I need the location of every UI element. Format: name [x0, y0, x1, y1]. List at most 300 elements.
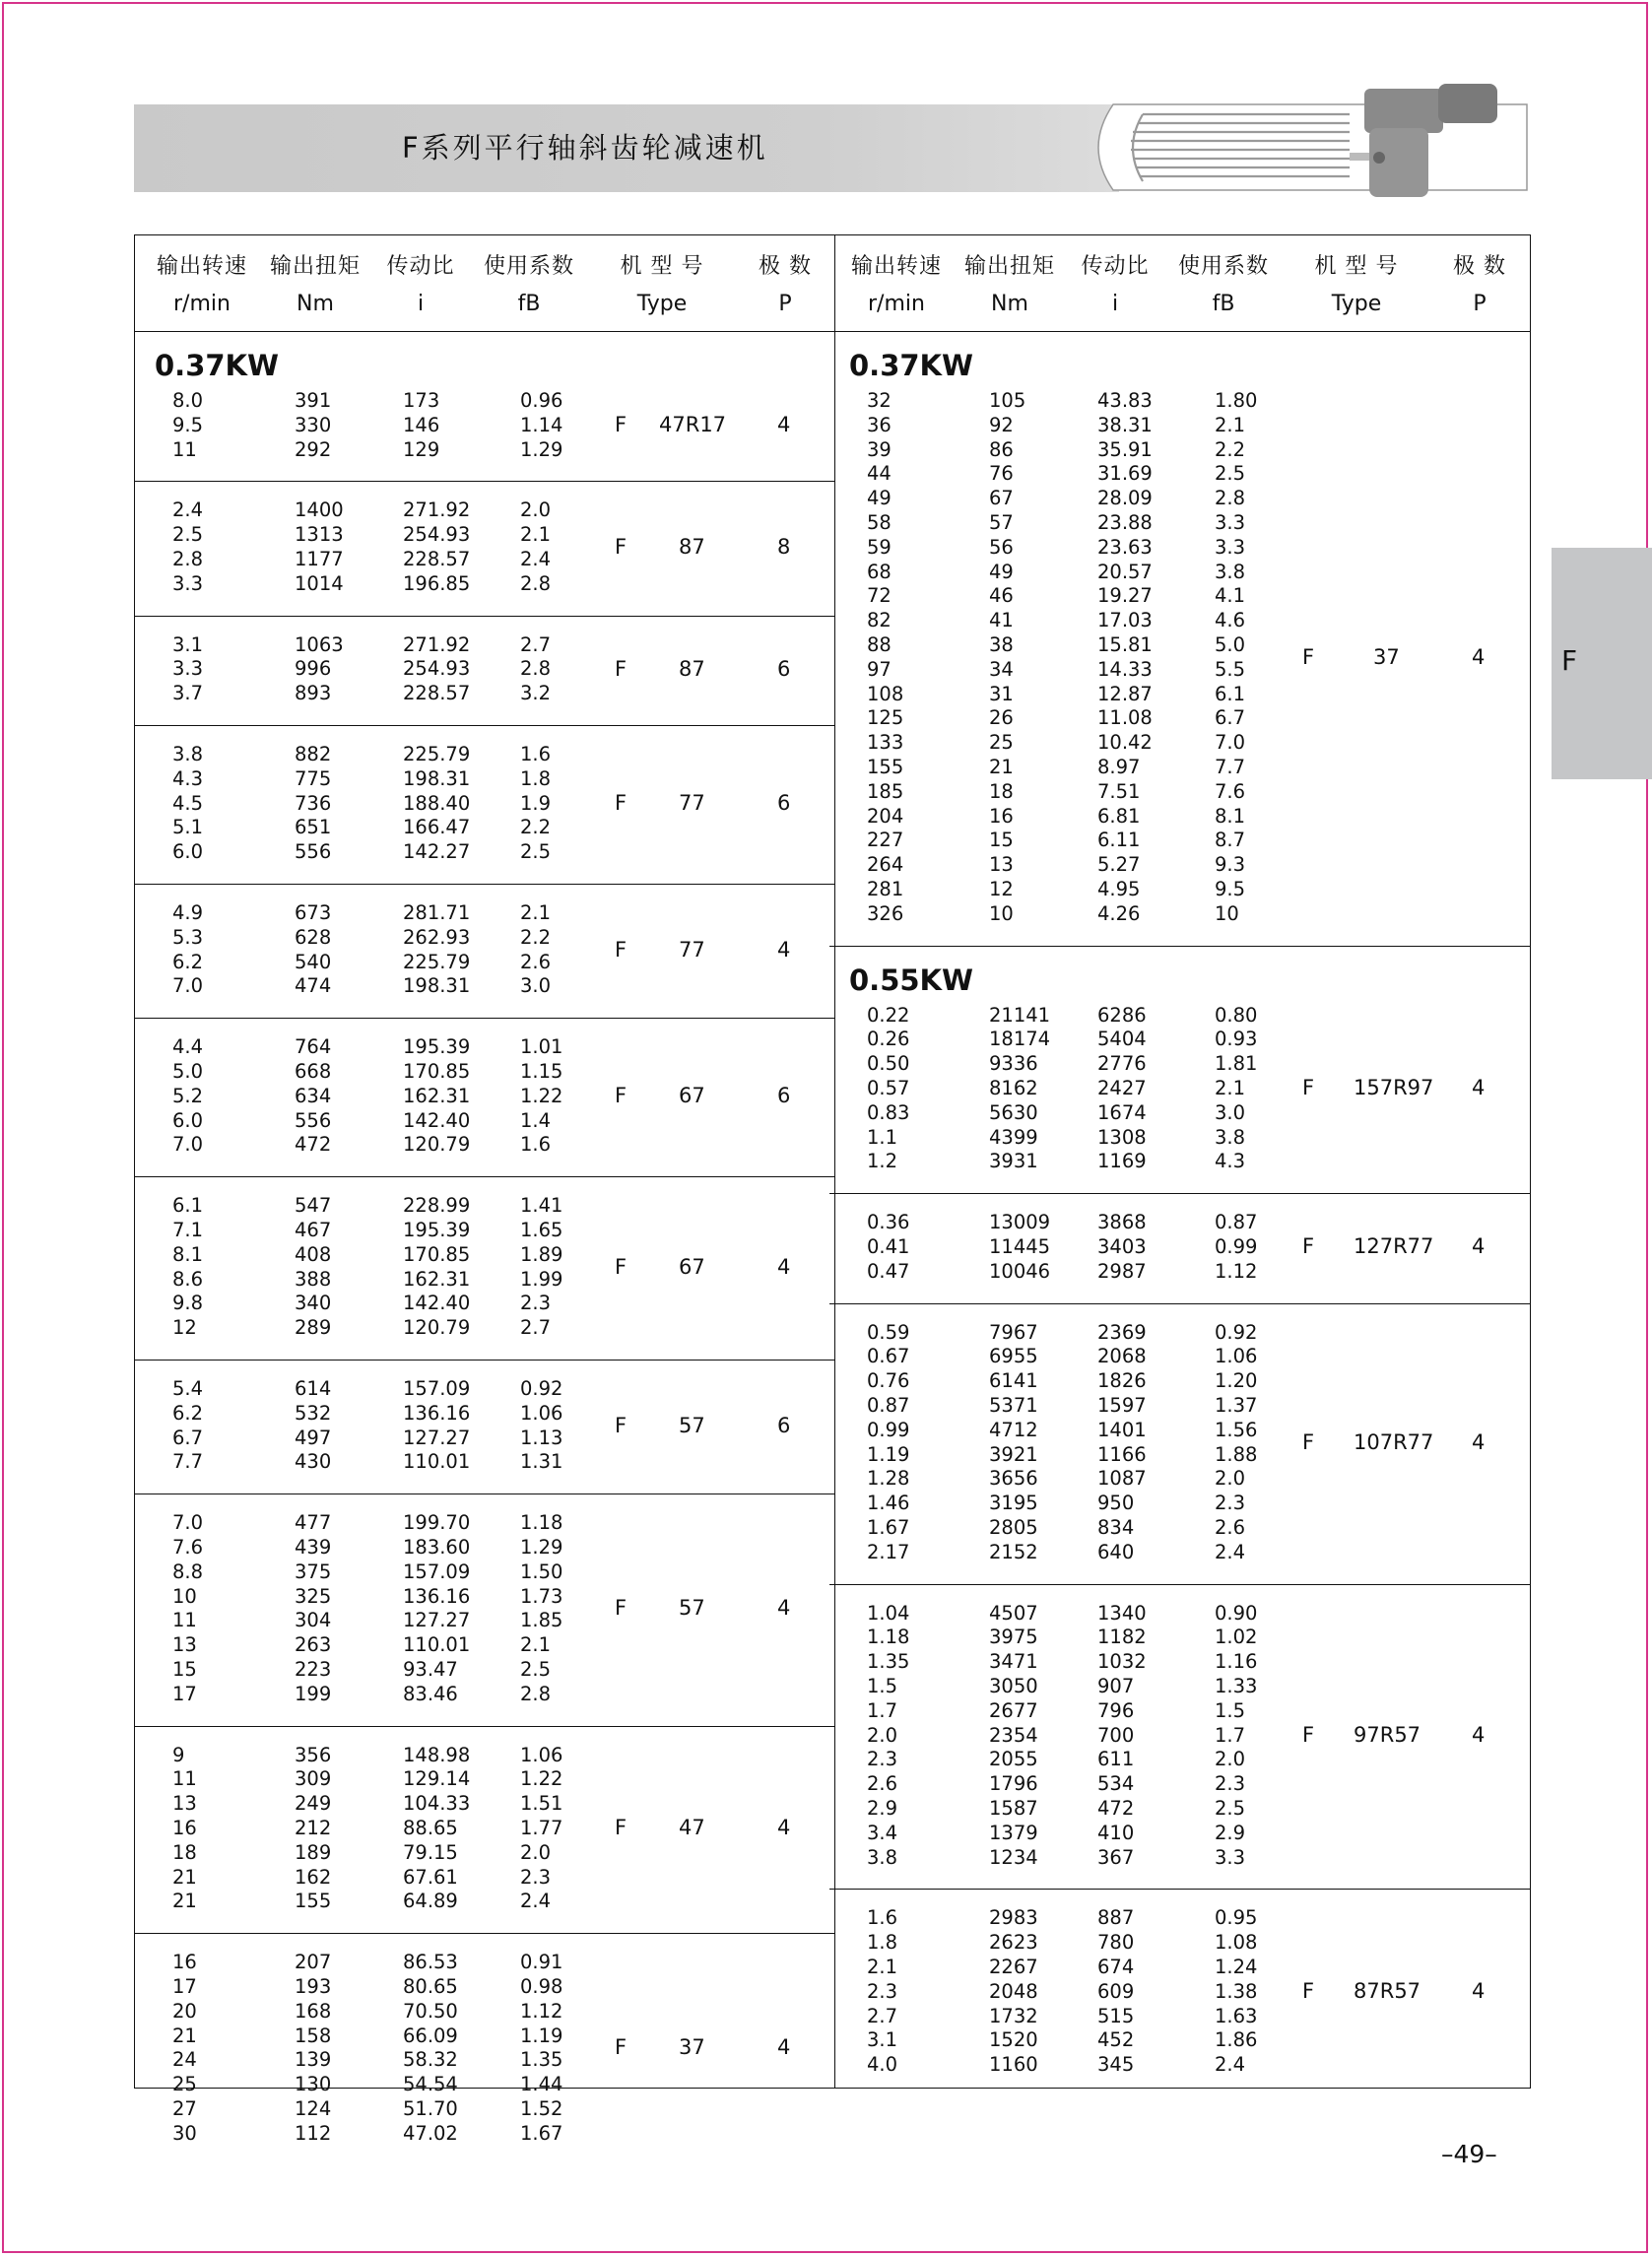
cell-ratio: 796	[1097, 1698, 1135, 1722]
cell-speed: 3.1	[867, 2028, 898, 2052]
section-tab-label: F	[1561, 644, 1578, 677]
col-factor-header: 使用系数 fB	[483, 254, 574, 316]
model-prefix: F	[1302, 1979, 1315, 2004]
cell-speed: 5.4	[172, 1377, 204, 1400]
cell-torque: 139	[295, 2048, 332, 2072]
cell-factor: 2.3	[1215, 1772, 1246, 1796]
cell-ratio: 136.16	[403, 1401, 471, 1425]
cell-factor: 1.24	[1215, 1955, 1258, 1978]
cell-speed: 0.47	[867, 1259, 910, 1283]
cell-speed: 27	[172, 2096, 197, 2120]
cell-torque: 634	[295, 1084, 332, 1107]
cell-ratio: 780	[1097, 1931, 1135, 1955]
cell-speed: 1.18	[867, 1626, 910, 1649]
cell-ratio: 281.71	[403, 901, 471, 924]
table-row	[829, 461, 1530, 486]
cell-factor: 1.33	[1215, 1674, 1258, 1697]
cell-speed: 133	[867, 731, 904, 755]
cell-ratio: 1166	[1097, 1442, 1147, 1466]
cell-factor: 3.3	[1215, 1845, 1246, 1869]
cell-ratio: 129	[403, 437, 440, 461]
cell-ratio: 1597	[1097, 1393, 1147, 1417]
cell-torque: 15	[989, 829, 1014, 852]
cell-factor: 0.98	[520, 1974, 563, 1998]
cell-factor: 2.5	[1215, 462, 1246, 486]
model-type: 77	[679, 937, 705, 962]
cell-torque: 651	[295, 816, 332, 839]
cell-ratio: 104.33	[403, 1792, 471, 1816]
cell-torque: 764	[295, 1035, 332, 1059]
cell-torque: 893	[295, 682, 332, 705]
table-row	[829, 510, 1530, 535]
cell-factor: 1.50	[520, 1560, 563, 1583]
cell-factor: 1.20	[1215, 1369, 1258, 1393]
model-prefix: F	[615, 656, 628, 681]
table-row	[135, 1315, 834, 1340]
cell-factor: 1.16	[1215, 1650, 1258, 1674]
cell-ratio: 1674	[1097, 1100, 1147, 1124]
cell-speed: 49	[867, 487, 892, 510]
table-row	[829, 1051, 1530, 1076]
cell-ratio: 1087	[1097, 1467, 1147, 1491]
cell-factor: 0.96	[520, 389, 563, 412]
cell-factor: 2.1	[1215, 413, 1246, 436]
table-row	[135, 1267, 834, 1292]
cell-ratio: 162.31	[403, 1084, 471, 1107]
table-row	[829, 755, 1530, 779]
table-row	[135, 498, 834, 522]
table-row	[829, 2027, 1530, 2052]
table-row	[135, 1657, 834, 1682]
cell-torque: 2677	[989, 1698, 1038, 1722]
cell-speed: 8.8	[172, 1560, 204, 1583]
cell-ratio: 1308	[1097, 1125, 1147, 1149]
table-row	[829, 657, 1530, 682]
cell-torque: 86	[989, 437, 1014, 461]
cell-ratio: 80.65	[403, 1974, 458, 1998]
cell-factor: 7.0	[1215, 731, 1246, 755]
table-row	[829, 1930, 1530, 1955]
model-prefix: F	[615, 2035, 628, 2060]
cell-ratio: 198.31	[403, 974, 471, 998]
cell-speed: 68	[867, 560, 892, 583]
cell-speed: 0.50	[867, 1052, 910, 1076]
cell-speed: 11	[172, 1767, 197, 1791]
cell-factor: 2.8	[1215, 487, 1246, 510]
cell-torque: 1400	[295, 498, 344, 522]
cell-factor: 6.7	[1215, 706, 1246, 730]
pole-count: 4	[1472, 1979, 1486, 2004]
cell-speed: 72	[867, 584, 892, 608]
cell-ratio: 19.27	[1097, 584, 1153, 608]
table-row	[135, 1242, 834, 1267]
cell-ratio: 23.63	[1097, 535, 1153, 559]
cell-speed: 0.57	[867, 1076, 910, 1099]
model-prefix: F	[1302, 644, 1315, 669]
cell-ratio: 110.01	[403, 1450, 471, 1474]
cell-factor: 2.2	[520, 816, 552, 839]
cell-speed: 8.6	[172, 1267, 204, 1291]
cell-ratio: 3403	[1097, 1234, 1147, 1258]
cell-torque: 105	[989, 389, 1026, 412]
cell-torque: 540	[295, 950, 332, 973]
cell-factor: 1.86	[1215, 2028, 1258, 2052]
cell-speed: 21	[172, 1890, 197, 1913]
cell-factor: 1.14	[520, 413, 563, 436]
cell-speed: 21	[172, 1865, 197, 1889]
cell-torque: 472	[295, 1133, 332, 1157]
model-prefix: F	[615, 1084, 628, 1108]
table-row	[829, 1368, 1530, 1393]
cell-ratio: 10.42	[1097, 731, 1153, 755]
cell-ratio: 183.60	[403, 1535, 471, 1559]
table-row	[829, 1393, 1530, 1418]
cell-speed: 1.6	[867, 1906, 898, 1930]
cell-torque: 340	[295, 1292, 332, 1315]
cell-factor: 2.3	[520, 1865, 552, 1889]
cell-speed: 25	[172, 2073, 197, 2096]
cell-speed: 1.28	[867, 1467, 910, 1491]
cell-ratio: 148.98	[403, 1743, 471, 1766]
cell-torque: 882	[295, 743, 332, 765]
cell-ratio: 228.57	[403, 682, 471, 705]
cell-ratio: 228.57	[403, 547, 471, 570]
cell-torque: 193	[295, 1974, 332, 1998]
table-row	[135, 1889, 834, 1913]
cell-factor: 1.06	[520, 1401, 563, 1425]
cell-torque: 130	[295, 2073, 332, 2096]
cell-ratio: 228.99	[403, 1194, 471, 1218]
cell-factor: 1.44	[520, 2073, 563, 2096]
model-type: 37	[1373, 644, 1400, 669]
cell-factor: 0.87	[1215, 1211, 1258, 1234]
cell-speed: 39	[867, 437, 892, 461]
row-group	[135, 616, 834, 726]
cell-ratio: 8.97	[1097, 756, 1141, 778]
cell-factor: 9.5	[1215, 878, 1246, 900]
cell-ratio: 4.95	[1097, 878, 1141, 900]
cell-speed: 1.1	[867, 1125, 898, 1149]
cell-ratio: 47.02	[403, 2121, 458, 2145]
cell-ratio: 2776	[1097, 1052, 1147, 1076]
cell-torque: 162	[295, 1865, 332, 1889]
cell-factor: 5.5	[1215, 657, 1246, 681]
cell-factor: 7.6	[1215, 779, 1246, 803]
cell-factor: 2.6	[520, 950, 552, 973]
cell-ratio: 196.85	[403, 571, 471, 595]
cell-ratio: 195.39	[403, 1035, 471, 1059]
cell-factor: 5.0	[1215, 633, 1246, 656]
cell-factor: 1.06	[520, 1743, 563, 1766]
table-row	[829, 560, 1530, 584]
pole-count: 8	[777, 534, 791, 559]
cell-factor: 1.02	[1215, 1626, 1258, 1649]
cell-factor: 3.0	[1215, 1100, 1246, 1124]
cell-factor: 2.0	[1215, 1748, 1246, 1771]
table-row	[829, 1649, 1530, 1674]
cell-factor: 2.5	[1215, 1796, 1246, 1820]
cell-torque: 21	[989, 756, 1014, 778]
cell-speed: 30	[172, 2121, 197, 2145]
table-row	[135, 766, 834, 791]
cell-ratio: 70.50	[403, 1999, 458, 2023]
cell-speed: 3.1	[172, 632, 204, 656]
cell-factor: 2.7	[520, 1316, 552, 1340]
cell-torque: 292	[295, 437, 332, 461]
gear-motor-illustration	[1084, 79, 1537, 197]
table-row	[829, 583, 1530, 608]
cell-speed: 7.6	[172, 1535, 204, 1559]
model-prefix: F	[1302, 1429, 1315, 1454]
cell-torque: 263	[295, 1633, 332, 1657]
row-group	[135, 1726, 834, 1935]
cell-speed: 2.8	[172, 547, 204, 570]
cell-factor: 2.4	[1215, 1540, 1246, 1563]
col-poles-header: 极 数 P	[1453, 254, 1506, 316]
table-header	[829, 235, 1530, 332]
cell-speed: 227	[867, 829, 904, 852]
table-row	[135, 1816, 834, 1840]
cell-factor: 1.7	[1215, 1723, 1246, 1747]
power-rating: 0.37KW	[155, 349, 280, 382]
cell-speed: 5.3	[172, 925, 204, 949]
cell-speed: 9	[172, 1743, 185, 1766]
cell-torque: 13	[989, 853, 1014, 877]
cell-ratio: 2427	[1097, 1076, 1147, 1099]
model-prefix: F	[615, 1816, 628, 1840]
cell-torque: 497	[295, 1426, 332, 1449]
model-prefix: F	[615, 413, 628, 437]
cell-factor: 1.51	[520, 1792, 563, 1816]
cell-torque: 1520	[989, 2028, 1038, 2052]
cell-ratio: 640	[1097, 1540, 1135, 1563]
cell-torque: 1234	[989, 1845, 1038, 1869]
row-group	[829, 331, 1530, 947]
cell-speed: 185	[867, 779, 904, 803]
cell-torque: 3921	[989, 1442, 1038, 1466]
cell-factor: 0.99	[1215, 1234, 1258, 1258]
cell-speed: 3.8	[867, 1845, 898, 1869]
cell-factor: 0.91	[520, 1951, 563, 1974]
cell-ratio: 51.70	[403, 2096, 458, 2120]
power-rating: 0.55KW	[849, 963, 974, 997]
cell-speed: 9.8	[172, 1292, 204, 1315]
table-row	[829, 1905, 1530, 1930]
cell-speed: 0.22	[867, 1003, 910, 1027]
cell-speed: 18	[172, 1840, 197, 1864]
cell-ratio: 472	[1097, 1796, 1135, 1820]
cell-factor: 2.6	[1215, 1515, 1246, 1539]
cell-factor: 2.0	[520, 1840, 552, 1864]
col-speed-header: 输出转速 r/min	[156, 254, 247, 316]
cell-speed: 13	[172, 1792, 197, 1816]
cell-speed: 2.0	[867, 1723, 898, 1747]
table-row	[135, 1034, 834, 1059]
cell-ratio: 452	[1097, 2028, 1135, 2052]
cell-ratio: 120.79	[403, 1316, 471, 1340]
col-speed-header: 输出转速 r/min	[850, 254, 942, 316]
table-row	[135, 1974, 834, 1999]
cell-torque: 736	[295, 791, 332, 815]
cell-factor: 1.15	[520, 1059, 563, 1083]
cell-factor: 2.2	[520, 925, 552, 949]
cell-torque: 668	[295, 1059, 332, 1083]
cell-ratio: 609	[1097, 1979, 1135, 2003]
cell-torque: 13009	[989, 1211, 1051, 1234]
cell-ratio: 162.31	[403, 1267, 471, 1291]
row-group	[135, 331, 834, 482]
cell-ratio: 367	[1097, 1845, 1135, 1869]
cell-speed: 6.2	[172, 1401, 204, 1425]
cell-speed: 3.7	[172, 682, 204, 705]
cell-speed: 24	[172, 2048, 197, 2072]
table-row	[135, 1743, 834, 1767]
cell-ratio: 67.61	[403, 1865, 458, 1889]
cell-ratio: 887	[1097, 1906, 1135, 1930]
cell-speed: 13	[172, 1633, 197, 1657]
cell-ratio: 54.54	[403, 2073, 458, 2096]
cell-ratio: 1826	[1097, 1369, 1147, 1393]
cell-torque: 304	[295, 1609, 332, 1632]
pole-count: 6	[777, 791, 791, 815]
cell-factor: 1.5	[1215, 1698, 1246, 1722]
cell-speed: 2.4	[172, 498, 204, 522]
cell-torque: 556	[295, 1108, 332, 1132]
model-type: 67	[679, 1254, 705, 1279]
cell-ratio: 142.40	[403, 1292, 471, 1315]
table-row	[135, 656, 834, 681]
cell-factor: 6.1	[1215, 682, 1246, 705]
cell-ratio: 23.88	[1097, 511, 1153, 534]
cell-factor: 1.67	[520, 2121, 563, 2145]
table-row	[829, 1979, 1530, 2004]
cell-factor: 3.0	[520, 974, 552, 998]
cell-speed: 16	[172, 1816, 197, 1839]
cell-torque: 673	[295, 901, 332, 924]
model-type: 97R57	[1354, 1722, 1421, 1747]
model-type: 77	[679, 791, 705, 815]
cell-speed: 1.19	[867, 1442, 910, 1466]
table-row	[829, 779, 1530, 804]
row-group	[829, 1303, 1530, 1585]
cell-torque: 439	[295, 1535, 332, 1559]
cell-factor: 1.85	[520, 1609, 563, 1632]
table-row	[829, 852, 1530, 877]
model-type: 87	[679, 656, 705, 681]
cell-speed: 58	[867, 511, 892, 534]
cell-speed: 5.0	[172, 1059, 204, 1083]
table-row	[135, 1193, 834, 1218]
cell-torque: 2805	[989, 1515, 1038, 1539]
table-row	[135, 791, 834, 816]
cell-torque: 2267	[989, 1955, 1038, 1978]
cell-torque: 8162	[989, 1076, 1038, 1099]
cell-speed: 88	[867, 633, 892, 656]
table-row	[135, 1449, 834, 1474]
cell-speed: 10	[172, 1584, 197, 1608]
col-type-header: 机 型 号 Type	[620, 254, 704, 316]
cell-ratio: 157.09	[403, 1560, 471, 1583]
model-type: 127R77	[1354, 1234, 1434, 1259]
table-row	[829, 1466, 1530, 1491]
cell-torque: 1587	[989, 1796, 1038, 1820]
cell-torque: 1732	[989, 2004, 1038, 2027]
row-group	[135, 725, 834, 885]
cell-ratio: 254.93	[403, 523, 471, 547]
cell-speed: 11	[172, 1609, 197, 1632]
row-group	[829, 1889, 1530, 2096]
table-row	[135, 1426, 834, 1450]
table-row	[135, 1560, 834, 1584]
cell-ratio: 188.40	[403, 791, 471, 815]
cell-ratio: 66.09	[403, 2024, 458, 2047]
cell-factor: 1.29	[520, 1535, 563, 1559]
pole-count: 6	[777, 656, 791, 681]
cell-factor: 1.81	[1215, 1052, 1258, 1076]
cell-torque: 330	[295, 413, 332, 436]
cell-ratio: 262.93	[403, 925, 471, 949]
table-row	[829, 632, 1530, 657]
cell-torque: 18	[989, 779, 1014, 803]
cell-torque: 6955	[989, 1345, 1038, 1368]
table-row	[829, 1845, 1530, 1870]
cell-ratio: 534	[1097, 1772, 1135, 1796]
pole-count: 4	[777, 1596, 791, 1621]
cell-ratio: 166.47	[403, 816, 471, 839]
cell-speed: 0.76	[867, 1369, 910, 1393]
cell-factor: 7.7	[1215, 756, 1246, 778]
cell-speed: 1.04	[867, 1601, 910, 1625]
cell-factor: 1.12	[520, 1999, 563, 2023]
cell-factor: 2.3	[1215, 1492, 1246, 1515]
cell-torque: 34	[989, 657, 1014, 681]
cell-ratio: 20.57	[1097, 560, 1153, 583]
cell-factor: 1.01	[520, 1035, 563, 1059]
table-row	[135, 1535, 834, 1560]
cell-torque: 189	[295, 1840, 332, 1864]
table-row	[135, 1584, 834, 1609]
cell-factor: 0.93	[1215, 1028, 1258, 1051]
cell-ratio: 1032	[1097, 1650, 1147, 1674]
pole-count: 4	[777, 937, 791, 962]
table-row	[829, 828, 1530, 852]
cell-speed: 4.5	[172, 791, 204, 815]
cell-torque: 92	[989, 413, 1014, 436]
cell-factor: 8.1	[1215, 804, 1246, 828]
cell-factor: 9.3	[1215, 853, 1246, 877]
cell-torque: 25	[989, 731, 1014, 755]
cell-speed: 7.0	[172, 1511, 204, 1535]
cell-ratio: 43.83	[1097, 389, 1153, 412]
table-row	[829, 1625, 1530, 1649]
cell-speed: 5.1	[172, 816, 204, 839]
cell-ratio: 7.51	[1097, 779, 1141, 803]
cell-factor: 2.8	[520, 571, 552, 595]
table-row	[829, 1125, 1530, 1150]
cell-factor: 1.99	[520, 1267, 563, 1291]
cell-ratio: 15.81	[1097, 633, 1153, 656]
table-row	[135, 2096, 834, 2121]
cell-speed: 6.7	[172, 1426, 204, 1449]
cell-ratio: 345	[1097, 2053, 1135, 2077]
model-prefix: F	[1302, 1234, 1315, 1259]
cell-ratio: 2369	[1097, 1320, 1147, 1344]
table-row	[135, 413, 834, 437]
model-type: 47R17	[659, 413, 727, 437]
cell-torque: 49	[989, 560, 1014, 583]
table-row	[829, 1149, 1530, 1173]
table-row	[829, 535, 1530, 560]
